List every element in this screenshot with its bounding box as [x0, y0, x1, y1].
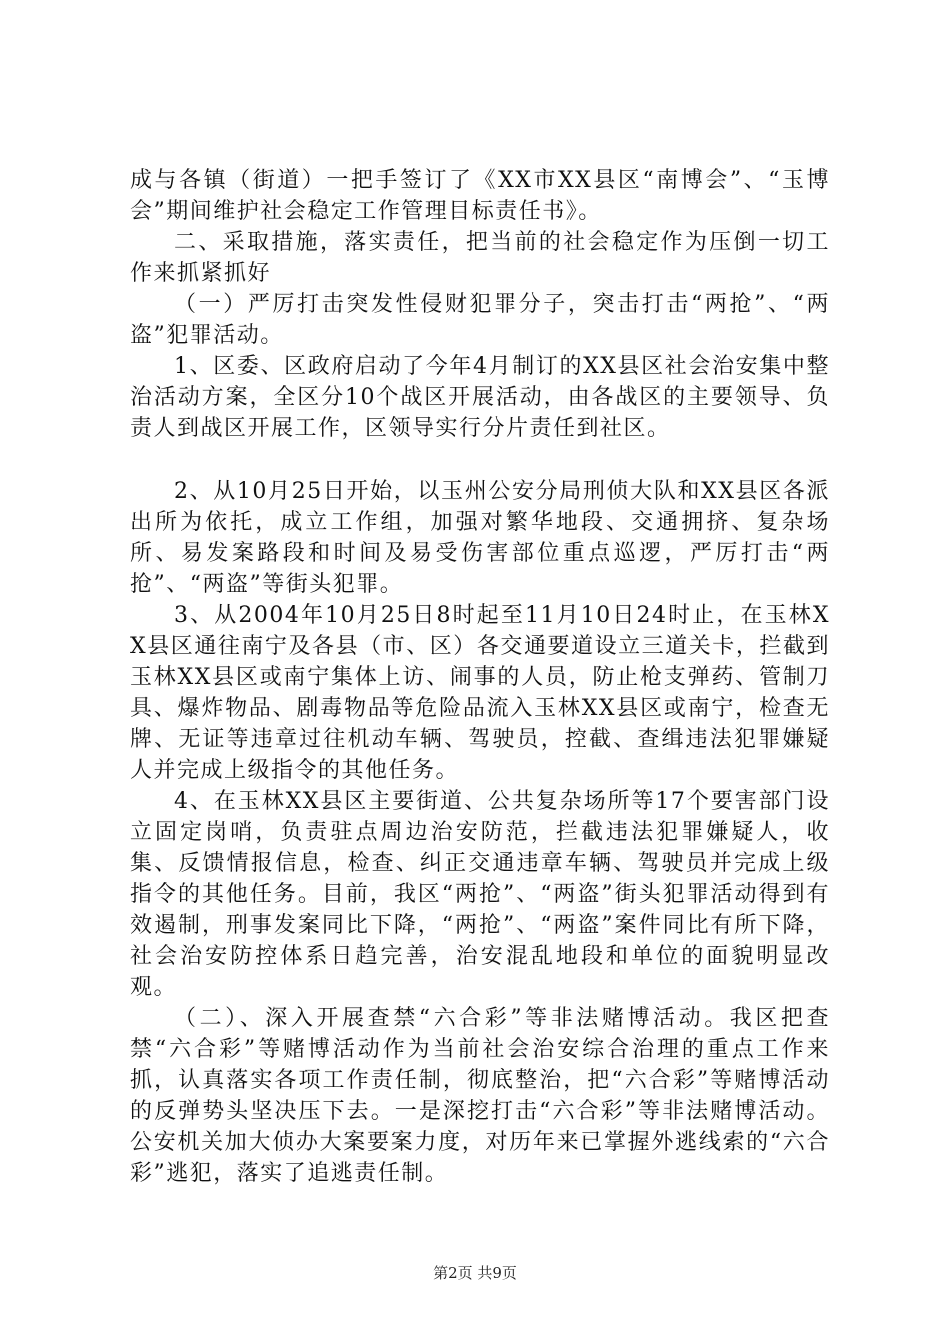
paragraph-gap	[130, 444, 830, 476]
document-body	[130, 165, 830, 1189]
paragraph-item-4: 4、在玉林XX县区主要街道、公共复杂场所等17个要害部门设立固定岗哨，负责驻点周边治安防范，拦截违法犯罪嫌疑人，收集、反馈情报信息，检查、纠正交通违章车辆、驾驶员并完成上级指令的其他任务。目前，我区“两抢”、“两盗”街头犯罪活动得到有效遏制，刑事发案同比下降，“两抢”、“两盗”案件同比有所下降，社会治安防控体系日趋完善，治安混乱地段和单位的面貌明显改观。	[130, 789, 830, 1000]
paragraph-item-1: 1、区委、区政府启动了今年4月制订的XX县区社会治安集中整治活动方案，全区分10个战区开展活动，由各战区的主要领导、负责人到战区开展工作，区领导实行分片责任到社区。	[130, 354, 830, 441]
section-heading-two: 二、采取措施，落实责任，把当前的社会稳定作为压倒一切工作来抓紧抓好	[130, 230, 830, 286]
subsection-heading-one: （一）严厉打击突发性侵财犯罪分子，突击打击“两抢”、“两盗”犯罪活动。	[130, 292, 830, 348]
paragraph-continuation: 成与各镇（街道）一把手签订了《XX市XX县区“南博会”、“玉博会”期间维护社会稳定工作管理目标责任书》。	[130, 168, 830, 224]
page-footer: 第2页 共9页	[433, 1264, 517, 1282]
paragraph-item-3: 3、从2004年10月25日8时起至11月10日24时止，在玉林XX县区通往南宁及各县（市、区）各交通要道设立三道关卡，拦截到玉林XX县区或南宁集体上访、闹事的人员，防止枪支弹药、管制刀具、爆炸物品、剧毒物品等危险品流入玉林XX县区或南宁，检查无牌、无证等违章过往机动车辆、驾驶员，控截、查缉违法犯罪嫌疑人并完成上级指令的其他任务。	[130, 603, 830, 783]
paragraph-item-2: 2、从10月25日开始，以玉州公安分局刑侦大队和XX县区各派出所为依托，成立工作组，加强对繁华地段、交通拥挤、复杂场所、易发案路段和时间及易受伤害部位重点巡逻，严厉打击“两抢”、“两盗”等街头犯罪。	[130, 479, 830, 597]
subsection-paragraph-two: （二）、深入开展查禁“六合彩”等非法赌博活动。我区把查禁“六合彩”等赌博活动作为当前社会治安综合治理的重点工作来抓，认真落实各项工作责任制，彻底整治，把“六合彩”等赌博活动的反弹势头坚决压下去。一是深挖打击“六合彩”等非法赌博活动。公安机关加大侦办大案要案力度，对历年来已掌握外逃线索的“六合彩”逃犯，落实了追逃责任制。	[130, 1006, 830, 1186]
